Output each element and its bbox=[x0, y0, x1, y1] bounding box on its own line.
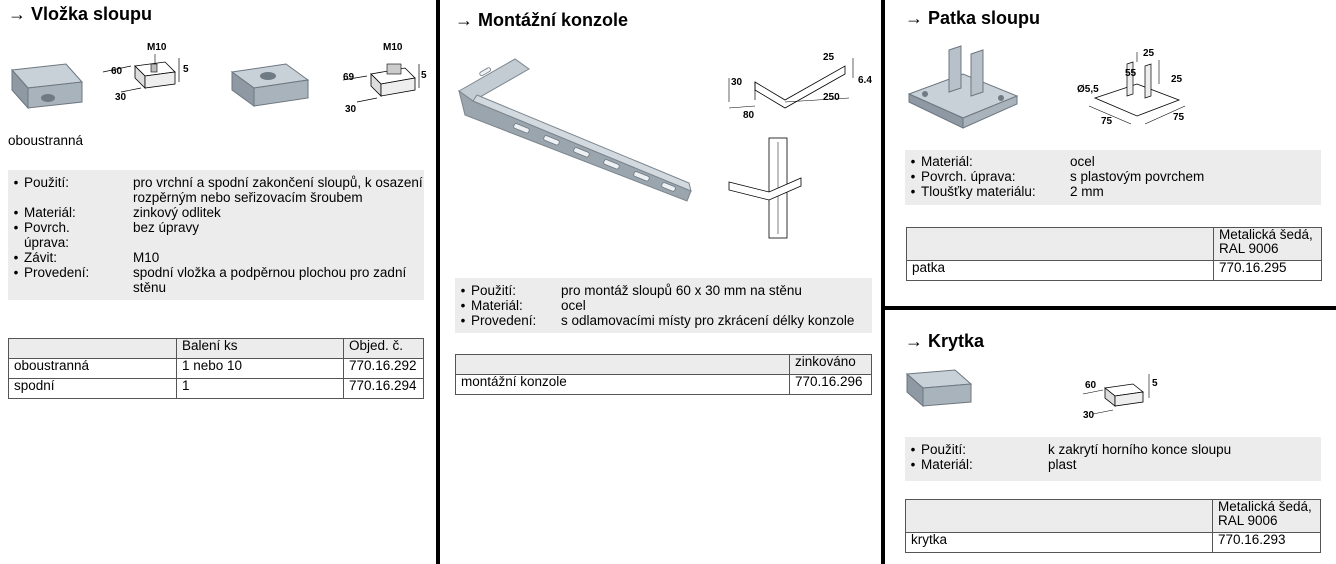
vlozka-product-image-b bbox=[228, 58, 312, 112]
spec-row: • Povrch. úprava: bez úpravy bbox=[13, 220, 200, 250]
spec-row: • Povrch. úprava: s plastovým povrchem bbox=[910, 169, 1205, 184]
konzole-product-image bbox=[455, 55, 695, 205]
table-row: montážní konzole 770.16.296 bbox=[456, 375, 872, 395]
vlozka-a-dim-w: 60 bbox=[111, 66, 123, 77]
krytka-table bbox=[905, 499, 1321, 553]
table-header-row: zinkováno bbox=[456, 355, 872, 375]
spec-row: • Použití: pro montáž sloupů 60 x 30 mm na stěnu bbox=[460, 283, 802, 298]
vlozka-a-dim-h: 5 bbox=[183, 64, 189, 75]
konzole-spec-box bbox=[455, 278, 872, 333]
spec-row: • Materiál: plast bbox=[910, 457, 1077, 472]
table-header-row: Balení ks Objed. č. bbox=[9, 339, 424, 359]
patka-dim-b: 55 bbox=[1125, 68, 1137, 79]
patka-spec-box bbox=[905, 150, 1321, 205]
patka-dim-e: 75 bbox=[1173, 112, 1185, 123]
table-row: patka 770.16.295 bbox=[907, 261, 1322, 281]
konzole-table bbox=[455, 354, 872, 395]
patka-product-image bbox=[905, 44, 1020, 134]
vlozka-b-dim-m: M10 bbox=[383, 42, 403, 53]
krytka-dim-h: 5 bbox=[1152, 378, 1158, 389]
table-header-row: Metalická šedá, RAL 9006 bbox=[907, 228, 1322, 261]
spec-row: • Materiál: zinkový odlitek bbox=[13, 205, 221, 220]
column-divider-left bbox=[436, 0, 440, 564]
patka-drawing bbox=[1075, 44, 1205, 134]
patka-dim-d: 75 bbox=[1101, 116, 1113, 127]
vlozka-product-image-a bbox=[6, 58, 86, 118]
table-row: oboustranná 1 nebo 10 770.16.292 bbox=[9, 359, 424, 379]
spec-row: • Materiál: ocel bbox=[910, 154, 1095, 169]
section-divider bbox=[885, 306, 1336, 310]
konzole-title: → Montážní konzole bbox=[455, 10, 628, 30]
krytka-dim-d: 30 bbox=[1083, 410, 1095, 421]
spec-row: • Provedení: spodní vložka a podpěrnou plochou pro zadní stěnu bbox=[13, 265, 407, 295]
spec-row: • Použití: k zakrytí horního konce sloupu bbox=[910, 442, 1232, 457]
table-header-row: Metalická šedá, RAL 9006 bbox=[906, 500, 1321, 533]
patka-dim-hole: Ø5,5 bbox=[1077, 84, 1099, 95]
konzole-dim-c: 25 bbox=[823, 52, 835, 63]
spec-row: • Použití: pro vrchní a spodní zakončení sloupů, k osazení rozpěrným nebo seřizovacím šroubem bbox=[13, 175, 423, 205]
vlozka-table bbox=[8, 338, 424, 399]
patka-dim-a: 25 bbox=[1143, 48, 1155, 59]
vlozka-title: → Vložka sloupu bbox=[8, 4, 153, 24]
konzole-dim-b: 80 bbox=[743, 110, 755, 121]
table-row: krytka 770.16.293 bbox=[906, 533, 1321, 553]
spec-row: • Tloušťky materiálu: 2 mm bbox=[910, 184, 1104, 199]
vlozka-spec-box bbox=[8, 170, 424, 300]
krytka-dim-w: 60 bbox=[1085, 380, 1097, 391]
krytka-title: → Krytka bbox=[905, 331, 985, 351]
spec-row: • Materiál: ocel bbox=[460, 298, 586, 313]
vlozka-a-dim-d: 30 bbox=[115, 92, 127, 103]
konzole-dim-d: 250 bbox=[823, 92, 840, 103]
spec-row: • Provedení: s odlamovacími místy pro zkrácení délky konzole bbox=[460, 313, 855, 328]
table-row: spodní 1 770.16.294 bbox=[9, 379, 424, 399]
vlozka-caption: oboustranná bbox=[8, 133, 84, 148]
patka-table bbox=[906, 227, 1322, 281]
vlozka-b-dim-w: 69 bbox=[343, 72, 355, 83]
vlozka-a-dim-m: M10 bbox=[147, 42, 167, 53]
spec-row: • Závit: M10 bbox=[13, 250, 160, 265]
column-divider-right bbox=[881, 0, 885, 564]
vlozka-drawing-b bbox=[335, 36, 435, 116]
krytka-drawing bbox=[1075, 368, 1170, 424]
konzole-drawing bbox=[725, 42, 880, 242]
krytka-product-image bbox=[905, 366, 975, 412]
patka-title: → Patka sloupu bbox=[905, 8, 1041, 28]
patka-dim-c: 25 bbox=[1171, 74, 1183, 85]
krytka-spec-box bbox=[905, 437, 1321, 481]
konzole-dim-a: 30 bbox=[731, 77, 743, 88]
vlozka-b-dim-d: 30 bbox=[345, 104, 357, 115]
konzole-dim-e: 6.4 bbox=[858, 75, 872, 86]
vlozka-b-dim-h: 5 bbox=[421, 70, 427, 81]
vlozka-drawing-a bbox=[95, 36, 195, 106]
